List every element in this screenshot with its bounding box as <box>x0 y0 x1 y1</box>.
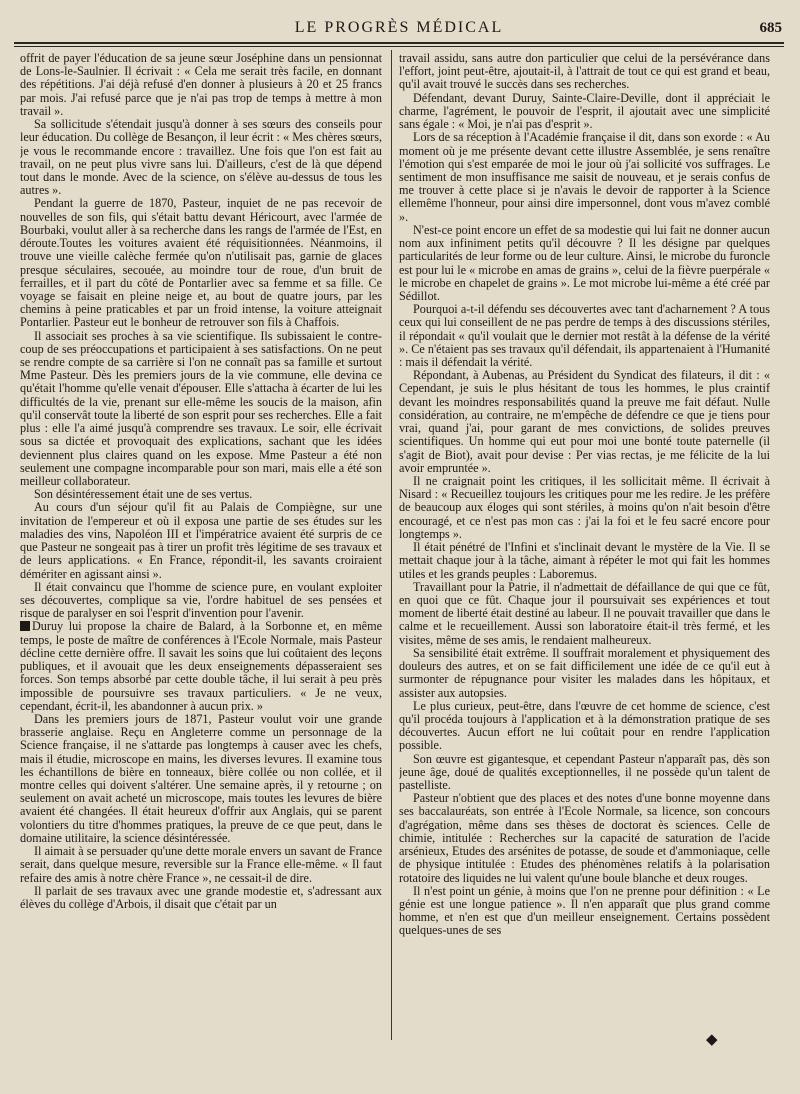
paragraph: Il était pénétré de l'Infini et s'inclinait devant le mystère de la Vie. Il se mettait chaque jour à la tâche, aimant à répéter le mot qui fait les hommes utiles et les grands peuples : Laboremus. <box>399 540 770 581</box>
end-ornament: ◆ <box>706 1032 718 1048</box>
paragraph: Il n'est point un génie, à moins que l'on ne prenne pour définition : « Le génie est une longue patience ». Il n'en apparaît que plus grand comme homme, et n'en est que d'un meilleur enseignement. Certains possèdent quelques-unes de ses <box>399 883 770 938</box>
paragraph: Pendant la guerre de 1870, Pasteur, inquiet de ne pas recevoir de nouvelles de son fils, qui s'était battu devant Héricourt, avec l'armée de Bourbaki, voulut aller à sa recherche dans les rangs de l'armée de l'Est, en déroute.Toutes les voitures avaient été réquisitionnées. Néanmoins, il trouve une vieille calèche fermée qu'on n'utilisait pas, garnie de glaces presque séculaires, secouée, au moindre tour de roue, d'un bruit de ferrailles, et il part du côté de Pontarlier avec sa femme et sa fille. Ce voyage se faisait en pleine neige et, au bout de quatre jours, par les chemins à peine praticables et par un froid intense, la voiture atteignait Pontarlier. Pasteur eut le bonheur de retrouver son fils à Chaffois. <box>20 196 382 330</box>
paragraph: Lors de sa réception à l'Académie française il dit, dans son exorde : « Au moment où je me présente devant cette illustre Assemblée, je sens renaître l'émotion qui s'est emparée de moi le jour où j'ai sollicité vos suffrages. Le sentiment de mon insuffisance me saisit de nouveau, et je serais confus de me trouver à cette place si je n'avais le devoir de rapporter à la Science ellemême l'honneur, pour ainsi dire impersonnel, dont vous m'avez comblé ». <box>399 130 770 224</box>
paragraph: Sa sollicitude s'étendait jusqu'à donner à ses sœurs des conseils pour leur éducation. Du collège de Besançon, il leur écrit : « Mes chères sœurs, je vous le recommande encore : travaillez. Une fois que l'on est fait au travail, on ne peut plus vivre sans lui. D'ailleurs, c'est de là que dépend tout dans le monde. Avec de la science, on s'élève au-dessus de tous les autres ». <box>20 117 382 198</box>
paragraph: Il ne craignait point les critiques, il les sollicitait même. Il écrivait à Nisard : « Recueillez toujours les critiques pour me les redire. Je les préfère de beaucoup aux éloges qui sont stériles, à moins qu'on n'ait besoin d'être encouragé, et ce n'est pas mon cas : j'ai la foi et le feu sacré encore pour longtemps ». <box>399 474 770 541</box>
column-divider <box>391 50 392 1040</box>
paragraph: Au cours d'un séjour qu'il fit au Palais de Compiègne, sur une invitation de l'empereur et où il exposa une partie de ses études sur les maladies des vins, Napoléon III et l'impératrice avaient été surpris de ce que Pasteur ne songeait pas à tirer un profit très légitime de ses travaux et de leurs applications. « En France, répondit-il, les savants croiraient démériter en agissant ainsi ». <box>20 500 382 581</box>
paragraph: Pasteur n'obtient que des places et des notes d'une bonne moyenne dans ses baccalauréats, son entrée à l'Ecole Normale, sa licence, son concours d'agrégation, même dans ses thèses de doctorat ès sciences. Celle de chimie, intitulée : Recherches sur la capacité de saturation de l'acide arsénieux, Etudes des arsénites de potasse, de soude et d'ammoniaque, celle de physique intitulée : Etudes des phénomènes relatifs à la polarisation rotatoire des liquides ne lui valent qu'une boule blanche et deux rouges. <box>399 791 770 885</box>
header-rule <box>14 42 784 44</box>
right-column <box>399 52 770 1036</box>
header-rule-thin <box>14 46 784 47</box>
paragraph: Répondant, à Aubenas, au Président du Syndicat des filateurs, il dit : « Cependant, je suis le plus hésitant de tous les hommes, le plus craintif devant les moindres responsabilités quand la preuve me fait défaut. Nulle considération, au contraire, ne m'empêche de défendre ce que je tiens pour vrai, quand j'ai, pour garant de mes convictions, de solides preuves scientifiques. Un homme qui eut pour moi une bonté toute paternelle (il s'agit de Biot), avait pour devise : Per vias rectas, je me félicite de la lui avoir empruntée ». <box>399 368 770 475</box>
page-header <box>16 18 782 38</box>
paragraph: Il aimait à se persuader qu'une dette morale envers un savant de France serait, dans quelque mesure, reversible sur la France elle-même. « Il faut refaire des amis à notre chère France », ne cessait-il de dire. <box>20 844 382 885</box>
ink-blot-mark <box>20 621 30 631</box>
paragraph: Il associait ses proches à sa vie scientifique. Ils subissaient le contre-coup de ses préoccupations et participaient à ses satisfactions. On ne peut se rendre compte de sa carrière si l'on ne connaît pas sa famille et surtout Mme Pasteur. Dès les premiers jours de la vie commune, elle devina ce qu'était l'homme qu'elle venait d'épouser. Elle s'attacha à écarter de lui les difficultés de la vie, prenant sur elle-même les soucis de la maison, afin qu'il conservât toute la liberté de son esprit pour ses recherches. Elle a fait plus : elle l'a aimé jusqu'à comprendre ses travaux. Le soir, elle écrivait sous sa dictée et provoquait des explications, sachant que les idées deviennent plus claires quand on les expose. Mme Pasteur a été non seulement une compagne incomparable pour son mari, mais elle a été son meilleur collaborateur. <box>20 328 382 488</box>
paragraph: offrit de payer l'éducation de sa jeune sœur Joséphine dans un pensionnat de Lons-le-Saulnier. Il écrivait : « Cela me serait très facile, en donnant des répétitions. J'ai déjà refusé d'en donner à plusieurs à 20 et 25 francs par mois. J'ai refusé parce que je n'ai pas trop de temps à mettre à mon travail ». <box>20 52 382 118</box>
paragraph-with-mark <box>20 620 382 713</box>
paragraph: N'est-ce point encore un effet de sa modestie qui lui fait ne donner aucun nom aux infiniment petits qu'il découvre ? Il les désigne par quelques particularités de leur forme ou de leur culture. Ainsi, le microbe du furoncle est pour lui le « microbe en amas de grains », celui de la fièvre puerpérale « le microbe en chapelet de grains ». Le mot microbe lui-même a été créé par Sédillot. <box>399 222 770 303</box>
paragraph: Sa sensibilité était extrême. Il souffrait moralement et physiquement des douleurs des autres, et on se fait difficilement une idée de ce qu'il eut à surmonter de répugnance pour visiter les malades dans les hôpitaux, et assister aux autopsies. <box>399 645 770 700</box>
paragraph: travail assidu, sans autre don particulier que celui de la persévérance dans l'effort, joint peut-être, ajoutait-il, à l'attrait de tout ce qui est grand et beau, qu'il avait trouvé le succès dans ses recherches. <box>399 52 770 92</box>
paragraph: Il parlait de ses travaux avec une grande modestie et, s'adressant aux élèves du collège d'Arbois, il disait que c'était par un <box>20 883 382 911</box>
paragraph: Le plus curieux, peut-être, dans l'œuvre de cet homme de science, c'est qu'il procéda toujours à l'application et à la démonstration pratique de ses découvertes. Aucun effort ne lui coûtait pour en rendre l'application possible. <box>399 698 770 753</box>
paragraph: Son désintéressement était une de ses vertus. <box>34 487 253 502</box>
paragraph-text: Duruy lui propose la chaire de Balard, à la Sorbonne et, en même temps, le poste de maître de conférences à l'Ecole Normale, mais Pasteur décline cette dernière offre. Il savait les soins que lui coûtaient des leçons publiques, et il avouait que les deux enseignements dépasseraient ses forces. Son temps absorbé par cette double tâche, il lui serait à peu près impossible de poursuivre ses travaux particuliers. « Je ne veux, cependant, écrit-il, les abandonner à aucun prix. » <box>20 619 382 713</box>
paragraph: Son œuvre est gigantesque, et cependant Pasteur n'apparaît pas, dès son jeune âge, doué de qualités exceptionnelles, il ne possède qu'un talent de pastelliste. <box>399 751 770 793</box>
paragraph: Pourquoi a-t-il défendu ses découvertes avec tant d'acharnement ? A tous ceux qui lui conseillent de ne pas perdre de temps à des discussions stériles, il répondait « qu'il voulait que le dernier mot restât à la défense de la vérité ». Ce n'étaient pas ses travaux qu'il défendait, ils appartenaient à l'Humanité : mais il défendait la vérité. <box>399 302 770 370</box>
left-column <box>20 52 382 1036</box>
paragraph: Dans les premiers jours de 1871, Pasteur voulut voir une grande brasserie anglaise. Reçu en Angleterre comme un personnage de la Science française, il ne s'attarde pas longtemps à causer avec les chefs, mais il étudie, microscope en mains, les diverses levures. Il examine tous les échantillons de bière en tonneaux, bière collée ou non collée, et il montre celles qui doivent s'altérer. Une semaine après, il y retourne ; on seulement on avait acheté un microscope, mais toutes les levures de bière avaient été changées. Il était heureux d'offrir aux Anglais, qui se parent volontiers du titre d'hommes pratiques, la preuve de ce que peut, dans le domaine utilitaire, la science désintéressée. <box>20 711 382 845</box>
paragraph: Travaillant pour la Patrie, il n'admettait de défaillance de qui que ce fût, en quoi que ce fût. Chaque jour il poursuivait ses expériences et tout moment de liberté était destiné au labeur. Il ne pouvait travailler que dans le calme et le recueillement. Aussi son laboratoire était-il très fermé, et les visites, même de ses amis, le rendaient malheureux. <box>399 579 770 647</box>
running-title: LE PROGRÈS MÉDICAL <box>294 19 504 36</box>
page-number: 685 <box>759 19 782 36</box>
paragraph: Il était convaincu que l'homme de science pure, en voulant exploiter ses découvertes, complique sa vie, l'ordre habituel de ses pensées et risque de paralyser en soi l'esprit d'invention pour l'avenir. <box>20 579 382 621</box>
paragraph: Défendant, devant Duruy, Sainte-Claire-Deville, dont il appréciait le charme, l'agrément, le pouvoir de l'esprit, il ajoutait avec une simplicité sans égale : « Moi, je n'ai pas d'esprit ». <box>399 90 770 132</box>
